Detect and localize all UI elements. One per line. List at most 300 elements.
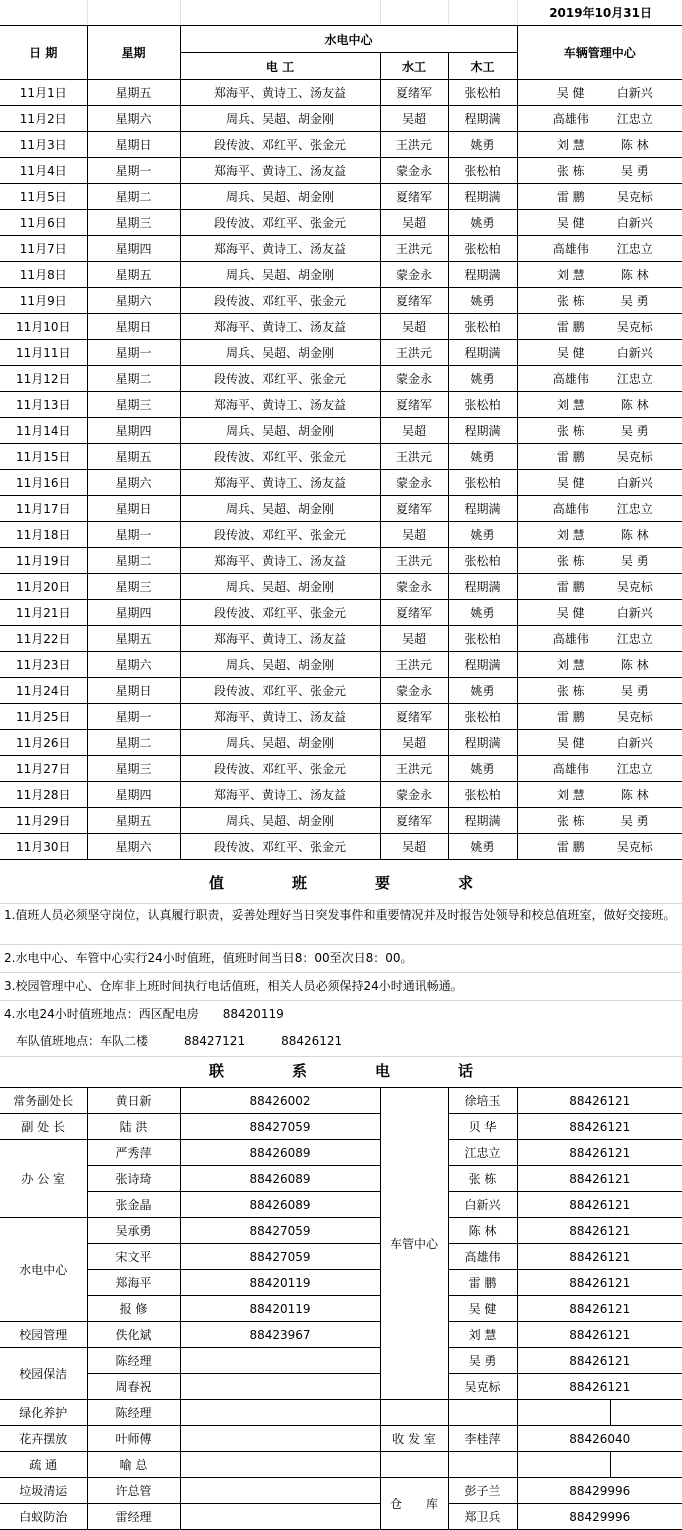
weekday-cell: 星期三 (87, 392, 180, 418)
dept-label: 绿化养护 (0, 1400, 87, 1426)
contact-row (0, 1452, 682, 1478)
date-cell: 11月12日 (0, 366, 87, 392)
contact-name: 江忠立 (448, 1140, 517, 1166)
electrician-cell: 郑海平、黄诗工、汤友益 (180, 392, 380, 418)
header-date: 日 期 (0, 26, 87, 80)
plumber-cell: 吴超 (380, 418, 448, 444)
schedule-row (0, 366, 682, 392)
date-cell: 11月29日 (0, 808, 87, 834)
requirement-3: 3.校园管理中心、仓库非上班时间执行电话值班，相关人员必须保持24小时通讯畅通。 (4, 979, 463, 993)
contact-phone: 88426089 (180, 1166, 380, 1192)
carpenter-cell: 姚勇 (448, 132, 517, 158)
dept-label: 仓 库 (380, 1478, 448, 1530)
plumber-cell: 蒙金永 (380, 158, 448, 184)
vehicle-duty-name: 刘 慧 (556, 268, 585, 282)
schedule-row (0, 678, 682, 704)
carpenter-cell: 张松柏 (448, 782, 517, 808)
vehicle-duty-cell (517, 80, 682, 106)
vehicle-duty-name: 张 栋 (556, 554, 585, 568)
contact-name: 贝 华 (448, 1114, 517, 1140)
vehicle-duty-name: 雷 鹏 (556, 580, 585, 594)
vehicle-duty-name: 吴 健 (556, 346, 585, 360)
vehicle-duty-name: 白新兴 (616, 476, 653, 490)
dept-label: 收 发 室 (380, 1426, 448, 1452)
electrician-cell: 段传波、邓红平、张金元 (180, 522, 380, 548)
plumber-cell: 夏绪军 (380, 392, 448, 418)
contact-row (0, 1114, 682, 1140)
vehicle-duty-name: 江忠立 (616, 632, 653, 646)
plumber-cell: 夏绪军 (380, 704, 448, 730)
plumber-cell: 吴超 (380, 834, 448, 860)
schedule-body (0, 80, 682, 860)
carpenter-cell: 程期满 (448, 262, 517, 288)
requirements-title: 值 班 要 求 (208, 874, 474, 892)
weekday-cell: 星期三 (87, 574, 180, 600)
dept-label: 办 公 室 (0, 1140, 87, 1218)
date-cell: 11月19日 (0, 548, 87, 574)
plumber-cell: 王洪元 (380, 340, 448, 366)
date-cell: 11月11日 (0, 340, 87, 366)
electrician-cell: 周兵、吴超、胡金刚 (180, 418, 380, 444)
contact-name: 陆 洪 (87, 1114, 180, 1140)
contact-phone: 88426121 (517, 1296, 682, 1322)
contact-name: 高雄伟 (448, 1244, 517, 1270)
vehicle-duty-cell (517, 132, 682, 158)
schedule-row (0, 756, 682, 782)
vehicle-duty-name: 吴克标 (616, 320, 653, 334)
contact-name: 郑海平 (87, 1270, 180, 1296)
vehicle-duty-name: 陈 林 (620, 398, 649, 412)
carpenter-cell: 姚勇 (448, 834, 517, 860)
vehicle-duty-name: 刘 慧 (556, 138, 585, 152)
plumber-cell: 吴超 (380, 314, 448, 340)
vehicle-duty-name: 吴 勇 (620, 164, 649, 178)
plumber-cell: 王洪元 (380, 132, 448, 158)
date-cell: 11月3日 (0, 132, 87, 158)
electrician-cell: 段传波、邓红平、张金元 (180, 756, 380, 782)
carpenter-cell: 张松柏 (448, 704, 517, 730)
date-cell: 11月20日 (0, 574, 87, 600)
schedule-row (0, 548, 682, 574)
carpenter-cell: 张松柏 (448, 236, 517, 262)
contact-name: 张 栋 (448, 1166, 517, 1192)
vehicle-duty-name: 吴克标 (616, 840, 653, 854)
vehicle-duty-name: 高雄伟 (552, 372, 589, 386)
electrician-cell: 郑海平、黄诗工、汤友益 (180, 158, 380, 184)
vehicle-duty-name: 江忠立 (616, 502, 653, 516)
contact-name: 刘 慧 (448, 1322, 517, 1348)
vehicle-duty-name: 雷 鹏 (556, 840, 585, 854)
contact-row (0, 1400, 682, 1426)
electrician-cell: 周兵、吴超、胡金刚 (180, 652, 380, 678)
weekday-cell: 星期一 (87, 340, 180, 366)
electrician-cell: 郑海平、黄诗工、汤友益 (180, 626, 380, 652)
weekday-cell: 星期四 (87, 236, 180, 262)
contact-phone: 88429996 (517, 1478, 682, 1504)
vehicle-duty-name: 陈 林 (620, 268, 649, 282)
electrician-cell: 周兵、吴超、胡金刚 (180, 340, 380, 366)
date-cell: 11月8日 (0, 262, 87, 288)
vehicle-duty-name: 张 栋 (556, 684, 585, 698)
contact-name: 陈经理 (87, 1400, 180, 1426)
electrician-cell: 段传波、邓红平、张金元 (180, 678, 380, 704)
vehicle-duty-cell (517, 158, 682, 184)
electrician-cell: 郑海平、黄诗工、汤友益 (180, 782, 380, 808)
vehicle-duty-name: 张 栋 (556, 294, 585, 308)
vehicle-duty-name: 江忠立 (616, 242, 653, 256)
header-carpenter: 木工 (448, 53, 517, 80)
carpenter-cell: 程期满 (448, 652, 517, 678)
date-cell: 11月4日 (0, 158, 87, 184)
vehicle-duty-cell (517, 652, 682, 678)
electrician-cell: 周兵、吴超、胡金刚 (180, 574, 380, 600)
electrician-cell: 周兵、吴超、胡金刚 (180, 262, 380, 288)
carpenter-cell: 程期满 (448, 808, 517, 834)
weekday-cell: 星期日 (87, 678, 180, 704)
date-cell: 11月6日 (0, 210, 87, 236)
contact-phone: 88426121 (517, 1114, 682, 1140)
contact-name: 宋文平 (87, 1244, 180, 1270)
vehicle-duty-name: 陈 林 (620, 528, 649, 542)
contact-name: 黄日新 (87, 1088, 180, 1114)
vehicle-duty-cell (517, 626, 682, 652)
vehicle-duty-cell (517, 704, 682, 730)
weekday-cell: 星期六 (87, 834, 180, 860)
electrician-cell: 郑海平、黄诗工、汤友益 (180, 80, 380, 106)
plumber-cell: 蒙金永 (380, 262, 448, 288)
carpenter-cell: 姚勇 (448, 600, 517, 626)
electrician-cell: 郑海平、黄诗工、汤友益 (180, 236, 380, 262)
contact-phone: 88426121 (517, 1244, 682, 1270)
vehicle-duty-cell (517, 470, 682, 496)
dept-label: 垃圾清运 (0, 1478, 87, 1504)
requirement-2: 2.水电中心、车管中心实行24小时值班，值班时间当日8：00至次日8：00。 (4, 951, 413, 965)
header-electrician: 电 工 (180, 53, 380, 80)
schedule-row (0, 574, 682, 600)
schedule-row (0, 262, 682, 288)
date-cell: 11月13日 (0, 392, 87, 418)
vehicle-duty-name: 白新兴 (616, 86, 653, 100)
contact-row (0, 1504, 682, 1530)
weekday-cell: 星期一 (87, 704, 180, 730)
carpenter-cell: 张松柏 (448, 470, 517, 496)
vehicle-duty-name: 高雄伟 (552, 762, 589, 776)
weekday-cell: 星期五 (87, 626, 180, 652)
contact-row (0, 1374, 682, 1400)
dept-label: 花卉摆放 (0, 1426, 87, 1452)
date-cell: 11月2日 (0, 106, 87, 132)
vehicle-duty-name: 刘 慧 (556, 398, 585, 412)
schedule-row (0, 314, 682, 340)
vehicle-duty-cell (517, 834, 682, 860)
contact-name: 严秀萍 (87, 1140, 180, 1166)
carpenter-cell: 张松柏 (448, 548, 517, 574)
contact-name: 雷经理 (87, 1504, 180, 1530)
weekday-cell: 星期一 (87, 522, 180, 548)
carpenter-cell: 姚勇 (448, 444, 517, 470)
weekday-cell: 星期五 (87, 80, 180, 106)
contact-name: 张诗琦 (87, 1166, 180, 1192)
contact-row (0, 1322, 682, 1348)
weekday-cell: 星期日 (87, 496, 180, 522)
contact-name: 许总管 (87, 1478, 180, 1504)
contact-name: 佚化斌 (87, 1322, 180, 1348)
contact-phone: 88427059 (180, 1244, 380, 1270)
empty-cell (180, 1348, 380, 1374)
schedule-row (0, 288, 682, 314)
carpenter-cell: 程期满 (448, 496, 517, 522)
vehicle-duty-name: 高雄伟 (552, 242, 589, 256)
schedule-header (0, 26, 682, 80)
contact-row (0, 1088, 682, 1114)
requirement-4: 4.水电24小时值班地点：西区配电房 88420119 (4, 1007, 284, 1021)
schedule-row (0, 444, 682, 470)
vehicle-duty-cell (517, 392, 682, 418)
vehicle-duty-name: 高雄伟 (552, 502, 589, 516)
empty-cell (180, 1374, 380, 1400)
vehicle-duty-name: 江忠立 (616, 372, 653, 386)
vehicle-duty-cell (517, 236, 682, 262)
header-plumber: 水工 (380, 53, 448, 80)
vehicle-duty-cell (517, 574, 682, 600)
weekday-cell: 星期二 (87, 548, 180, 574)
vehicle-duty-cell (517, 808, 682, 834)
vehicle-duty-name: 吴克标 (616, 450, 653, 464)
electrician-cell: 段传波、邓红平、张金元 (180, 210, 380, 236)
vehicle-duty-name: 吴克标 (616, 190, 653, 204)
plumber-cell: 夏绪军 (380, 808, 448, 834)
vehicle-duty-name: 张 栋 (556, 814, 585, 828)
schedule-row (0, 834, 682, 860)
vehicle-duty-cell (517, 730, 682, 756)
dept-label: 常务副处长 (0, 1088, 87, 1114)
vehicle-duty-name: 雷 鹏 (556, 320, 585, 334)
contact-row (0, 1478, 682, 1504)
plumber-cell: 蒙金永 (380, 678, 448, 704)
vehicle-duty-name: 张 栋 (556, 164, 585, 178)
contact-name: 吴 勇 (448, 1348, 517, 1374)
vehicle-duty-cell (517, 756, 682, 782)
plumber-cell: 吴超 (380, 522, 448, 548)
dept-label: 校园保洁 (0, 1348, 87, 1400)
electrician-cell: 周兵、吴超、胡金刚 (180, 730, 380, 756)
contact-phone: 88426121 (517, 1218, 682, 1244)
date-cell: 11月25日 (0, 704, 87, 730)
dept-label: 水电中心 (0, 1218, 87, 1322)
weekday-cell: 星期六 (87, 470, 180, 496)
contact-phone: 88420119 (180, 1270, 380, 1296)
plumber-cell: 蒙金永 (380, 782, 448, 808)
requirement-1: 1.值班人员必须坚守岗位，认真履行职责，妥善处理好当日突发事件和重要情况并及时报告处领导和校总值班室，做好交接班。 (4, 908, 676, 922)
weekday-cell: 星期五 (87, 262, 180, 288)
weekday-cell: 星期五 (87, 808, 180, 834)
requirement-5: 车队值班地点：车队二楼 88427121 88426121 (4, 1034, 343, 1048)
vehicle-duty-name: 江忠立 (616, 112, 653, 126)
date-stamp: 2019年10月31日 (517, 0, 682, 26)
date-cell: 11月21日 (0, 600, 87, 626)
contact-phone: 88426040 (517, 1426, 682, 1452)
plumber-cell: 夏绪军 (380, 600, 448, 626)
schedule-row (0, 340, 682, 366)
contact-row (0, 1244, 682, 1270)
contact-phone: 88426121 (517, 1140, 682, 1166)
contact-phone: 88426121 (517, 1270, 682, 1296)
vehicle-duty-cell (517, 444, 682, 470)
carpenter-cell: 张松柏 (448, 626, 517, 652)
contacts-table (0, 1087, 682, 1530)
date-cell: 11月1日 (0, 80, 87, 106)
header-weekday: 星期 (87, 26, 180, 80)
vehicle-duty-cell (517, 678, 682, 704)
weekday-cell: 星期三 (87, 210, 180, 236)
schedule-row (0, 782, 682, 808)
vehicle-duty-name: 吴 健 (556, 736, 585, 750)
date-cell: 11月15日 (0, 444, 87, 470)
electrician-cell: 段传波、邓红平、张金元 (180, 288, 380, 314)
weekday-cell: 星期四 (87, 600, 180, 626)
contact-row (0, 1348, 682, 1374)
header-vehicle-center: 车辆管理中心 (517, 26, 682, 80)
weekday-cell: 星期三 (87, 756, 180, 782)
contact-name: 雷 鹏 (448, 1270, 517, 1296)
electrician-cell: 周兵、吴超、胡金刚 (180, 496, 380, 522)
vehicle-duty-cell (517, 548, 682, 574)
contact-name: 叶师傅 (87, 1426, 180, 1452)
schedule-row (0, 158, 682, 184)
plumber-cell: 吴超 (380, 106, 448, 132)
vehicle-duty-name: 刘 慧 (556, 788, 585, 802)
vehicle-duty-cell (517, 210, 682, 236)
date-cell: 11月7日 (0, 236, 87, 262)
vehicle-duty-cell (517, 314, 682, 340)
vehicle-duty-name: 雷 鹏 (556, 450, 585, 464)
contact-name: 吴承勇 (87, 1218, 180, 1244)
schedule-row (0, 600, 682, 626)
contact-name: 白新兴 (448, 1192, 517, 1218)
schedule-row (0, 106, 682, 132)
date-stamp-row (0, 0, 682, 26)
contact-phone: 88426121 (517, 1192, 682, 1218)
vehicle-duty-cell (517, 262, 682, 288)
contact-name: 陈 林 (448, 1218, 517, 1244)
schedule-row (0, 652, 682, 678)
plumber-cell: 夏绪军 (380, 184, 448, 210)
plumber-cell: 吴超 (380, 210, 448, 236)
weekday-cell: 星期四 (87, 418, 180, 444)
weekday-cell: 星期五 (87, 444, 180, 470)
plumber-cell: 吴超 (380, 626, 448, 652)
contact-row (0, 1296, 682, 1322)
plumber-cell: 王洪元 (380, 756, 448, 782)
plumber-cell: 蒙金永 (380, 574, 448, 600)
vehicle-duty-name: 高雄伟 (552, 112, 589, 126)
carpenter-cell: 张松柏 (448, 392, 517, 418)
carpenter-cell: 姚勇 (448, 288, 517, 314)
schedule-row (0, 522, 682, 548)
carpenter-cell: 程期满 (448, 340, 517, 366)
carpenter-cell: 姚勇 (448, 522, 517, 548)
contact-phone: 88426089 (180, 1192, 380, 1218)
vehicle-duty-name: 吴 健 (556, 606, 585, 620)
contact-row (0, 1426, 682, 1452)
date-cell: 11月18日 (0, 522, 87, 548)
contact-phone: 88426121 (517, 1348, 682, 1374)
carpenter-cell: 程期满 (448, 184, 517, 210)
weekday-cell: 星期六 (87, 652, 180, 678)
header-utilities-center: 水电中心 (180, 26, 517, 53)
electrician-cell: 周兵、吴超、胡金刚 (180, 106, 380, 132)
vehicle-duty-name: 刘 慧 (556, 658, 585, 672)
carpenter-cell: 姚勇 (448, 366, 517, 392)
date-cell: 11月16日 (0, 470, 87, 496)
dept-label: 车管中心 (380, 1088, 448, 1400)
contact-name: 陈经理 (87, 1348, 180, 1374)
contact-phone: 88426002 (180, 1088, 380, 1114)
date-cell: 11月10日 (0, 314, 87, 340)
contact-phone: 88420119 (180, 1296, 380, 1322)
electrician-cell: 周兵、吴超、胡金刚 (180, 808, 380, 834)
vehicle-duty-name: 吴 勇 (620, 554, 649, 568)
schedule-row (0, 80, 682, 106)
date-cell: 11月22日 (0, 626, 87, 652)
vehicle-duty-name: 吴 勇 (620, 294, 649, 308)
electrician-cell: 段传波、邓红平、张金元 (180, 444, 380, 470)
date-cell: 11月5日 (0, 184, 87, 210)
vehicle-duty-name: 白新兴 (616, 216, 653, 230)
vehicle-duty-cell (517, 184, 682, 210)
vehicle-duty-name: 张 栋 (556, 424, 585, 438)
vehicle-duty-cell (517, 288, 682, 314)
schedule-row (0, 496, 682, 522)
plumber-cell: 王洪元 (380, 548, 448, 574)
vehicle-duty-name: 吴 健 (556, 86, 585, 100)
contact-row (0, 1166, 682, 1192)
electrician-cell: 郑海平、黄诗工、汤友益 (180, 314, 380, 340)
vehicle-duty-name: 白新兴 (616, 736, 653, 750)
carpenter-cell: 程期满 (448, 730, 517, 756)
carpenter-cell: 程期满 (448, 574, 517, 600)
vehicle-duty-cell (517, 366, 682, 392)
vehicle-duty-cell (517, 418, 682, 444)
contact-name: 喻 总 (87, 1452, 180, 1478)
schedule-row (0, 418, 682, 444)
vehicle-duty-name: 吴 健 (556, 216, 585, 230)
contact-phone: 88426121 (517, 1088, 682, 1114)
carpenter-cell: 程期满 (448, 106, 517, 132)
vehicle-duty-name: 吴 健 (556, 476, 585, 490)
dept-label: 白蚁防治 (0, 1504, 87, 1530)
plumber-cell: 蒙金永 (380, 366, 448, 392)
contact-phone: 88426121 (517, 1374, 682, 1400)
weekday-cell: 星期六 (87, 288, 180, 314)
vehicle-duty-name: 吴 勇 (620, 814, 649, 828)
date-cell: 11月28日 (0, 782, 87, 808)
contact-phone: 88427059 (180, 1218, 380, 1244)
vehicle-duty-name: 白新兴 (616, 606, 653, 620)
carpenter-cell: 姚勇 (448, 756, 517, 782)
contact-phone: 88426089 (180, 1140, 380, 1166)
vehicle-duty-name: 陈 林 (620, 788, 649, 802)
vehicle-duty-name: 吴克标 (616, 710, 653, 724)
plumber-cell: 夏绪军 (380, 496, 448, 522)
dept-label: 疏 通 (0, 1452, 87, 1478)
weekday-cell: 星期四 (87, 782, 180, 808)
carpenter-cell: 程期满 (448, 418, 517, 444)
electrician-cell: 段传波、邓红平、张金元 (180, 600, 380, 626)
dept-label: 校园管理 (0, 1322, 87, 1348)
carpenter-cell: 张松柏 (448, 158, 517, 184)
contact-name: 郑卫兵 (448, 1504, 517, 1530)
